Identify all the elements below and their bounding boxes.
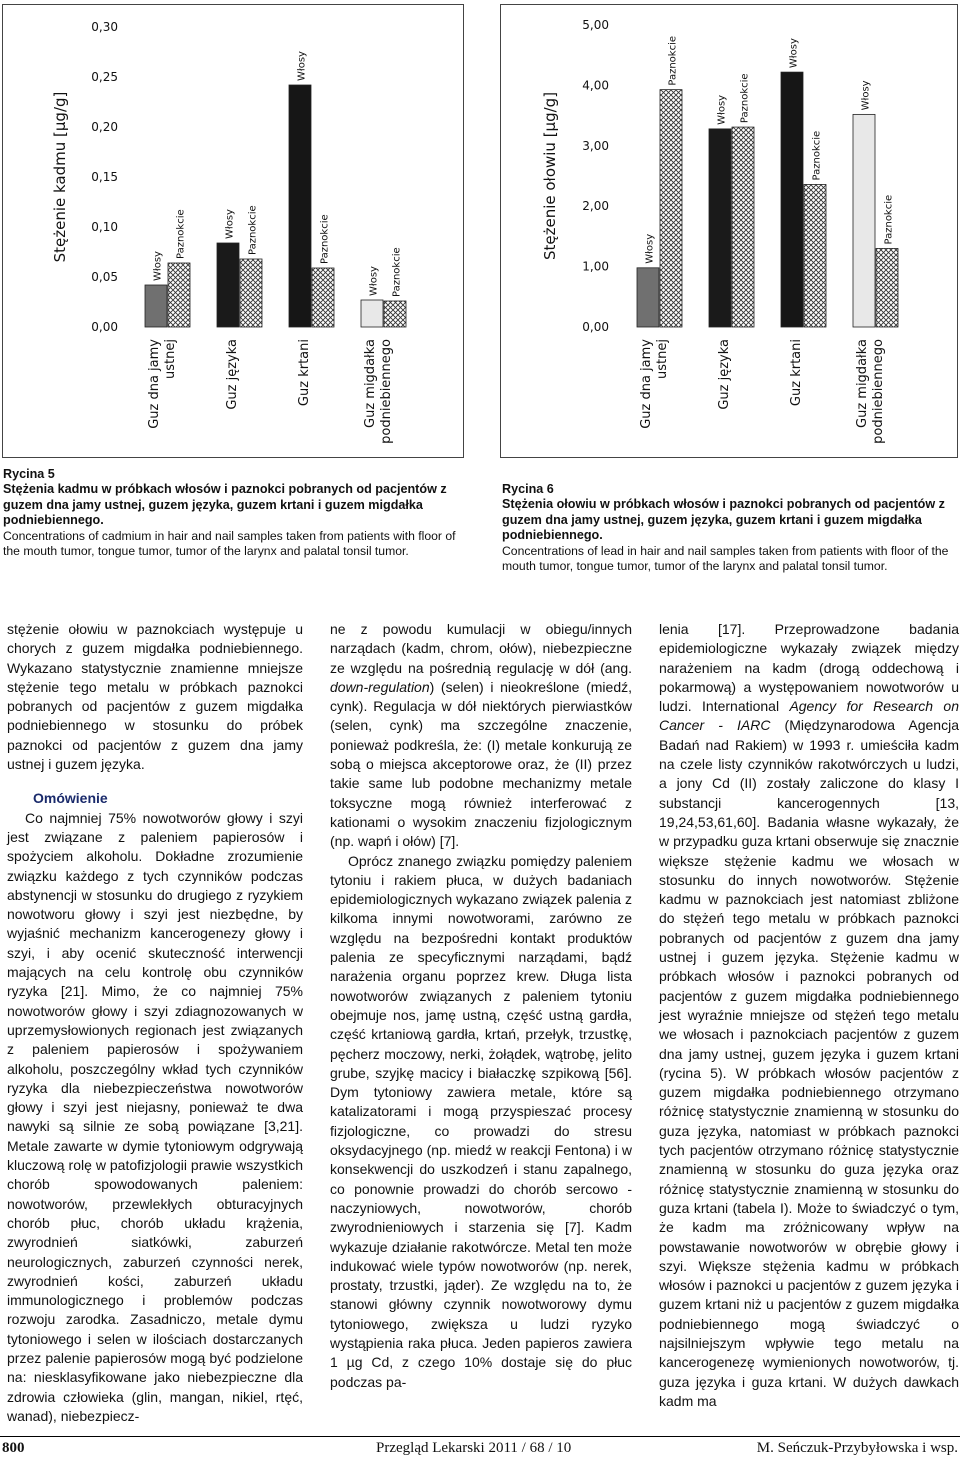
x-category-label: ustnej xyxy=(655,339,670,379)
footer-rule xyxy=(0,1436,960,1437)
x-category-label: Guz migdałka xyxy=(855,339,870,428)
bar-wlosy xyxy=(853,114,875,327)
x-category-label: Guz krtani xyxy=(297,339,312,407)
y-axis-label: Stężenie kadmu [µg/g] xyxy=(51,91,69,263)
y-tick-label: 2,00 xyxy=(582,199,609,214)
figure-5-title: Stężenia kadmu w próbkach włosów i paznokci pobranych od pacjentów z guzem dna jamy ustnej, guzem języka, guzem krtani i guzem migdałka podniebiennego. xyxy=(3,482,447,528)
bar-label-paznokcie: Paznokcie xyxy=(319,214,331,264)
text-run: lenia [17]. Przeprowadzone badania epidemiologiczne wykazały związek między narażeniem na kadm (drogą oddechową i pokarmową) a występowaniem nowotworów u ludzi. International xyxy=(659,621,959,715)
bar-label-wlosy: Włosy xyxy=(296,51,308,81)
text-run: ) (selen) i nieokreślone (miedź, cynk). Regulacja w dół niektórych pierwiastków (selen, cynk) ma szczególne znaczenie, ponieważ podkreśla, że: (I) metale konkurują ze sobą o miejsca akceptorowe oraz, że (II) przez takie same lub podobne mechanizmy metale toksyczne mogą również interferować z kationami o wysokim znaczeniu fizjologicznym (np. wapń i ołów) [7]. xyxy=(330,678,632,850)
bar-label-wlosy: Włosy xyxy=(788,38,800,69)
bar-label-wlosy: Włosy xyxy=(368,266,380,296)
page-number: 800 xyxy=(2,1440,25,1456)
y-tick-label: 0,30 xyxy=(91,20,118,34)
bar-paznokcie xyxy=(168,263,190,327)
figure-5-panel xyxy=(2,4,464,458)
bar-wlosy xyxy=(289,85,311,327)
bar-wlosy xyxy=(781,72,803,327)
y-tick-label: 0,25 xyxy=(91,70,118,84)
figure-6-chart xyxy=(501,5,959,459)
paragraph xyxy=(330,620,632,852)
x-category-label: ustnej xyxy=(163,339,178,379)
x-category-label: podniebiennego xyxy=(379,339,394,444)
figure-5-english-caption: Concentrations of cadmium in hair and nail samples taken from patients with floor of the mouth tumor, tongue tumor, tumor of the larynx and palatal tonsil tumor. xyxy=(3,528,456,559)
figure-6-english-caption: Concentrations of lead in hair and nail samples taken from patients with floor of the mouth tumor, tongue tumor, tumor of the larynx and palatal tonsil tumor. xyxy=(502,543,949,574)
x-category-label: Guz dna jamy xyxy=(639,339,654,429)
bar-label-paznokcie: Paznokcie xyxy=(739,73,751,124)
figure-6-title: Stężenia ołowiu w próbkach włosów i paznokci pobranych od pacjentów z guzem dna jamy ustnej, guzem języka, guzem krtani i guzem migdałka podniebiennego. xyxy=(502,497,945,543)
paragraph: stężenie ołowiu w paznokciach występuje u chorych z guzem migdałka podniebiennego. Wykazano statystycznie znamienne mniejsze stężenie tego metalu w próbkach paznokci pobranych od pacjentów z guzem migdałka podniebiennego w stosunku do próbek paznokci od pacjentów z guzem dna jamy ustnej i guzem języka. xyxy=(7,621,303,773)
y-tick-label: 0,10 xyxy=(91,220,118,234)
bar-paznokcie xyxy=(876,248,898,327)
bar-label-wlosy: Włosy xyxy=(644,233,656,264)
bar-label-paznokcie: Paznokcie xyxy=(391,247,403,297)
bar-wlosy xyxy=(145,285,167,327)
bar-wlosy xyxy=(709,129,731,327)
italic-term: Agency for Research on Cancer - IARC xyxy=(659,698,959,734)
y-axis-label: Stężenie ołowiu [µg/g] xyxy=(541,91,559,261)
x-category-label: Guz migdałka xyxy=(363,339,378,428)
journal-citation: Przegląd Lekarski 2011 / 68 / 10 xyxy=(376,1440,572,1456)
bar-label-paznokcie: Paznokcie xyxy=(811,130,823,181)
bar-paznokcie xyxy=(240,259,262,327)
figure-6-label: Rycina 6 xyxy=(502,482,554,496)
figure-5-chart xyxy=(3,5,465,459)
y-tick-label: 3,00 xyxy=(582,138,609,153)
y-tick-label: 0,05 xyxy=(91,270,118,284)
page-footer xyxy=(0,1436,960,1458)
figure-5-label: Rycina 5 xyxy=(3,467,55,481)
figure-6-caption xyxy=(502,482,960,574)
y-tick-label: 0,20 xyxy=(91,120,118,134)
figure-5-caption xyxy=(3,467,463,559)
bar-label-wlosy: Włosy xyxy=(860,80,872,111)
text-run: ne z powodu kumulacji w obiegu/innych narządach (kadm, chrom, ołów), niebezpieczne ze względu na pośrednią regulację w dół (ang. xyxy=(330,621,632,676)
x-category-label: podniebiennego xyxy=(871,339,886,444)
italic-term: down-regulation xyxy=(330,678,430,695)
y-tick-label: 0,15 xyxy=(91,170,118,184)
bar-paznokcie xyxy=(732,127,754,327)
y-tick-label: 0,00 xyxy=(91,320,118,334)
bar-label-paznokcie: Paznokcie xyxy=(667,35,679,86)
x-category-label: Guz języka xyxy=(717,339,732,410)
bar-wlosy xyxy=(217,243,239,327)
bar-label-paznokcie: Paznokcie xyxy=(247,205,259,255)
figure-6-panel xyxy=(500,4,958,458)
bar-wlosy xyxy=(637,268,659,327)
paragraph: Oprócz znanego związku pomiędzy paleniem tytoniu i rakiem płuca, w dużych badaniach epidemiologicznych wykazano związek palenia z kilkoma innymi nowotworami, zarówno ze względu na bezpośredni kontakt produktów palenia ze specyficznymi narządami, bądź narażenia organu poprzez krew. Długa lista nowotworów związanych z paleniem tytoniu obejmuje nos, jamę ustną, część ustną gardła, część krtaniową gardła, krtań, przełyk, trzustkę, pęcherz moczowy, nerki, żołądek, wątrobę, jelito grube, szyjkę macicy i białaczkę szpikową [56]. Dym tytoniowy zawiera metale, które są katalizatorami i mogą przyspieszać procesy fizjologiczne, co prowadzi do stresu oksydacyjnego (np. miedź w reakcji Fentona) i w konsekwencji do uszkodzeń i stanu zapalnego, co ponownie prowadzi do chorób sercowo - naczyniowych, nowotworów, chorób zwyrodnieniowych i starzenia się [7]. Kadm wykazuje działanie rakotwórcze. Metal ten może indukować wiele typów nowotworów (np. nerek, prostaty, trzustki, jąder). Ze względu na to, że stanowi główny czynnik nowotworowy dymu tytoniowego, zwiększa u ludzi ryzyko wystąpienia raka płuca. Jeden papieros zawiera 1 µg Cd, z czego 10% dostaje się do płuc podczas pa- xyxy=(330,852,632,1390)
bar-label-paznokcie: Paznokcie xyxy=(175,209,187,259)
bar-wlosy xyxy=(361,300,383,327)
y-tick-label: 0,00 xyxy=(582,320,609,334)
text-run: (Międzynarodowa Agencja Badań nad Rakiem) w 1993 r. umieściła kadm na czele listy czynników rakotwórczych u ludzi, a jony Cd (II) zostały zaliczone do klasy I substancji kancerogennych [13, 19,24,53,61,60]. Badania własne wykazały, że w przypadku guza krtani obserwuje się znacznie większe stężenie kadmu we włosach w stosunku do innych nowotworów. Stężenie kadmu w paznokciach jest natomiast zbliżone do stężeń tego metalu w próbkach paznokci pobranych od pacjentów z guzem dna jamy ustnej i guzem języka. Stężenie kadmu w próbkach włosów i paznokci pobranych od pacjentów z guzem migdałka podniebiennego jest wyraźnie mniejsze od stężeń tego metalu we włosach i paznokciach pacjentów z guzem dna jamy ustnej, guzem języka i guzem krtani (rycina 5). W próbkach włosów pacjentów z guzem migdałka podniebiennego otrzymano różnicę statystycznie znamienną w stosunku do guza języka, natomiast w próbkach paznokci tych pacjentów otrzymano różnicę statystycznie znamienną w stosunku do guza języka oraz różnicę statystycznie znamienną w stosunku do guza krtani (tabela I). Może to świadczyć o tym, że kadm ma zróżnicowany wpływ na powstawanie nowotworów w obrębie głowy i szyi. Większe stężenia kadmu w próbkach włosów i paznokci u pacjentów z guzem języka i guzem krtani niż u pacjentów z guzem migdałka podniebiennego mogą świadczyć o najsilniejszym wpływie tego metalu na kancerogenezę wymienionych nowotworów, tj. guza języka i guza krtani. W dużych dawkach kadm ma xyxy=(659,717,959,1409)
x-category-label: Guz języka xyxy=(225,339,240,410)
text-column-3 xyxy=(659,620,959,1411)
y-tick-label: 1,00 xyxy=(582,259,609,274)
text-column-2 xyxy=(330,620,632,1392)
bar-label-wlosy: Włosy xyxy=(152,251,164,281)
bar-label-paznokcie: Paznokcie xyxy=(883,194,895,245)
bar-paznokcie xyxy=(384,301,406,327)
paragraph: Co najmniej 75% nowotworów głowy i szyi jest związane z paleniem papierosów i spożyciem alkoholu. Dokładne zrozumienie związku każdego z tych czynników podczas abstynencji w stosunku do drugiego z ryzykiem nowotworu głowy i szyi jest niezbędne, by wyjaśnić mechanizm kancerogenezy głowy i szyi, i aby ocenić skuteczność interwencji mających na celu kontrolę obu czynników ryzyka [21]. Mimo, że co najmniej 75% nowotworów głowy i szyi zdiagnozowanych w uprzemysłowionych regionach jest związanych z paleniem papierosów i spożywaniem alkoholu, poszczególny wkład tych czynników ryzyka dla niebezpieczeństwa nowotworów głowy i szyi jest niejasny, ponieważ te dwa nawyki są silnie ze sobą powiązane [3,21]. Metale zawarte w dymie tytoniowym odgrywają kluczową rolę w patofizjologii prawie wszystkich chorób spowodowanych paleniem: nowotworów, przewlekłych obturacyjnych chorób płuc, chorób układu krążenia, zwyrodnień siatkówki, zaburzeń neurologicznych, zaburzeń czynności nerek, zwyrodnień kości, zaburzeń układu immunologicznego i problemów podczas rozwoju zarodka. Zasadniczo, metale dymu tytoniowego i selen w ilościach dostarczanych przez palenie papierosów mogą być podzielone na: niesklasyfikowane jako niebezpieczne dla zdrowia człowieka (glin, mangan, nikiel, rtęć, wanad), niebezpiecz- xyxy=(7,809,303,1424)
section-heading: Omówienie xyxy=(33,790,108,807)
bar-paznokcie xyxy=(312,268,334,327)
bar-paznokcie xyxy=(804,184,826,327)
authors: M. Seńczuk-Przybyłowska i wsp. xyxy=(756,1440,958,1456)
bar-label-wlosy: Włosy xyxy=(224,209,236,239)
y-tick-label: 5,00 xyxy=(582,18,609,32)
x-category-label: Guz dna jamy xyxy=(147,339,162,429)
text-column-1 xyxy=(7,620,303,1426)
paragraph xyxy=(659,620,959,1411)
x-category-label: Guz krtani xyxy=(789,339,804,407)
bar-paznokcie xyxy=(660,90,682,327)
y-tick-label: 4,00 xyxy=(582,78,609,93)
bar-label-wlosy: Włosy xyxy=(716,94,728,125)
